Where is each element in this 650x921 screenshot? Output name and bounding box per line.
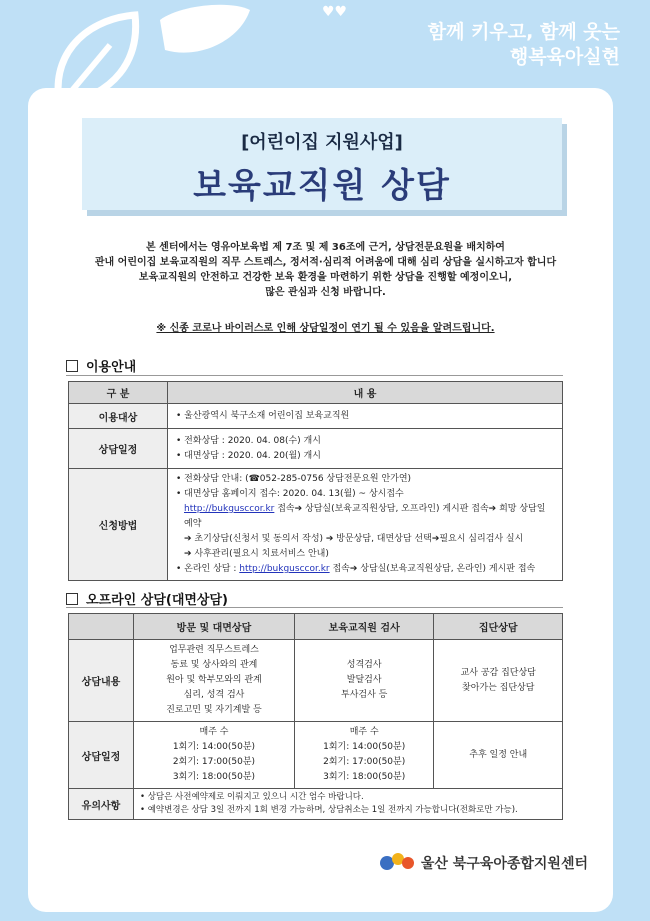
list-item: 성격검사 [346,660,382,670]
list-item: 3회기: 18:00(50분) [323,772,406,782]
row-label-schedule: 상담일정 [69,429,168,469]
schedule-line: • 대면상담 : 2020. 04. 20(월) 개시 [176,450,321,461]
list-item: 진로고민 및 자기계발 등 [166,705,262,715]
intro-line: 보육교직원의 안전하고 건강한 보육 환경을 마련하기 위한 상담을 진행할 예정이오니, [138,272,513,283]
intro-paragraph [48,240,603,300]
notice-text: ※ 신종 코로나 바이러스로 인해 상담일정이 연기 될 수 있음을 알려드립니다. [156,323,495,334]
apply-visit-intro: • 대면상담 홈페이지 접수: 2020. 04. 13(월) ~ 상시접수 [176,489,404,499]
apply-step-text: 접속➔ 상담실(보육교직원상담, 오프라인) 게시판 접속➔ 희망 상담일 예약 [184,504,546,529]
usage-table [68,381,563,581]
list-item: 심리, 성격 검사 [183,690,245,700]
apply-visit-steps [176,502,554,532]
table-header: 보육교직원 검사 [294,614,433,640]
list-item: 원아 및 학부모와의 관계 [166,675,262,685]
checkbox-square-icon [66,593,78,605]
list-item: 3회기: 18:00(50분) [172,772,256,782]
list-item: 매주 수 [349,727,379,737]
list-item: 발달검사 [346,675,382,685]
group-items-cell [434,640,563,722]
page-title: 보육교직원 상담 [193,166,451,206]
list-item: 찾아가는 집단상담 [462,682,535,693]
visit-items-cell [134,640,295,722]
list-item: 1회기: 14:00(50분) [172,742,256,752]
footer-org-name: 울산 북구육아종합지원센터 [420,856,588,872]
homepage-link[interactable]: http://bukgusccor.kr [184,504,275,514]
test-schedule-cell [294,722,433,789]
apply-online-steps: 접속➔ 상담실(보육교직원상담, 온라인) 게시판 접속 [329,564,536,574]
intro-line: 많은 관심과 신청 바랍니다. [265,287,386,298]
list-item: 업무관련 직무스트레스 [169,645,259,655]
section-title: 이용안내 [86,360,137,375]
list-item: 동료 및 상사와의 관계 [170,660,258,670]
apply-online [176,562,554,577]
apply-online-intro: • 온라인 상담 : [176,564,240,574]
checkbox-square-icon [66,360,78,372]
group-schedule-cell: 추후 일정 안내 [434,722,563,789]
list-item: 2회기: 17:00(50분) [323,757,406,767]
row-label-target: 이용대상 [69,404,168,429]
table-header: 방문 및 대면상담 [134,614,295,640]
visit-schedule-cell [134,722,295,789]
title-sub: [어린이집 지원사업] [241,132,403,153]
apply-cell [168,469,563,581]
apply-step-text: ➔ 사후관리(필요시 치료서비스 안내) [184,549,329,559]
section-usage-heading [66,356,136,375]
divider [66,375,563,376]
schedule-line: • 전화상담 : 2020. 04. 08(수) 개시 [176,435,321,446]
table-header: 구 분 [69,382,168,404]
section-offline-heading [66,589,228,608]
slogan-line2: 행복육아실현 [509,46,620,68]
table-header: 집단상담 [434,614,563,640]
section-title: 오프라인 상담(대면상담) [86,593,228,608]
test-items-cell [294,640,433,722]
list-item: 매주 수 [199,727,229,737]
note-line: • 상담은 사전예약제로 이뤄지고 있으니 시간 엄수 바랍니다. [140,792,364,802]
table-header: 내 용 [168,382,563,404]
title-box [82,118,562,210]
hearts-icon: ♥♥ [322,4,348,20]
intro-line: 관내 어린이집 보육교직원의 직무 스트레스, 정서적·심리적 어려움에 대해 심리 상담을 실시하고자 합니다 [94,257,557,268]
notes-cell [134,789,563,820]
row-label-apply: 신청방법 [69,469,168,581]
target-value: • 울산광역시 북구소재 어린이집 보육교직원 [168,404,563,429]
apply-phone: • 전화상담 안내: (☎052-285-0756 상담전문요원 안가연) [176,474,412,484]
note-line: • 예약변경은 상담 3일 전까지 1회 변경 가능하며, 상담취소는 1일 전까지 가능합니다(전화로만 가능). [140,805,518,815]
list-item: 1회기: 14:00(50분) [323,742,406,752]
list-item: 교사 공감 집단상담 [460,667,536,678]
divider [66,607,563,608]
row-label-content: 상담내용 [69,640,134,722]
slogan-line1: 함께 키우고, 함께 웃는 [427,21,620,43]
online-homepage-link[interactable]: http://bukgusccor.kr [239,564,330,574]
center-logo-icon [379,850,415,872]
slogan [428,20,620,70]
schedule-cell [168,429,563,469]
row-label-notes: 유의사항 [69,789,134,820]
table-header-empty [69,614,134,640]
row-label-schedule: 상담일정 [69,722,134,789]
apply-step-text: ➔ 초기상담(신청서 및 동의서 작성) ➔ 방문상담, 대면상담 선택➔필요시 심리검사 실시 [184,534,524,544]
intro-line: 본 센터에서는 영유아보육법 제 7조 및 제 36조에 근거, 상담전문요원을 배치하여 [146,242,505,253]
list-item: 투사검사 등 [341,690,388,700]
offline-table [68,613,563,820]
footer-org [379,850,588,873]
list-item: 2회기: 17:00(50분) [172,757,256,767]
